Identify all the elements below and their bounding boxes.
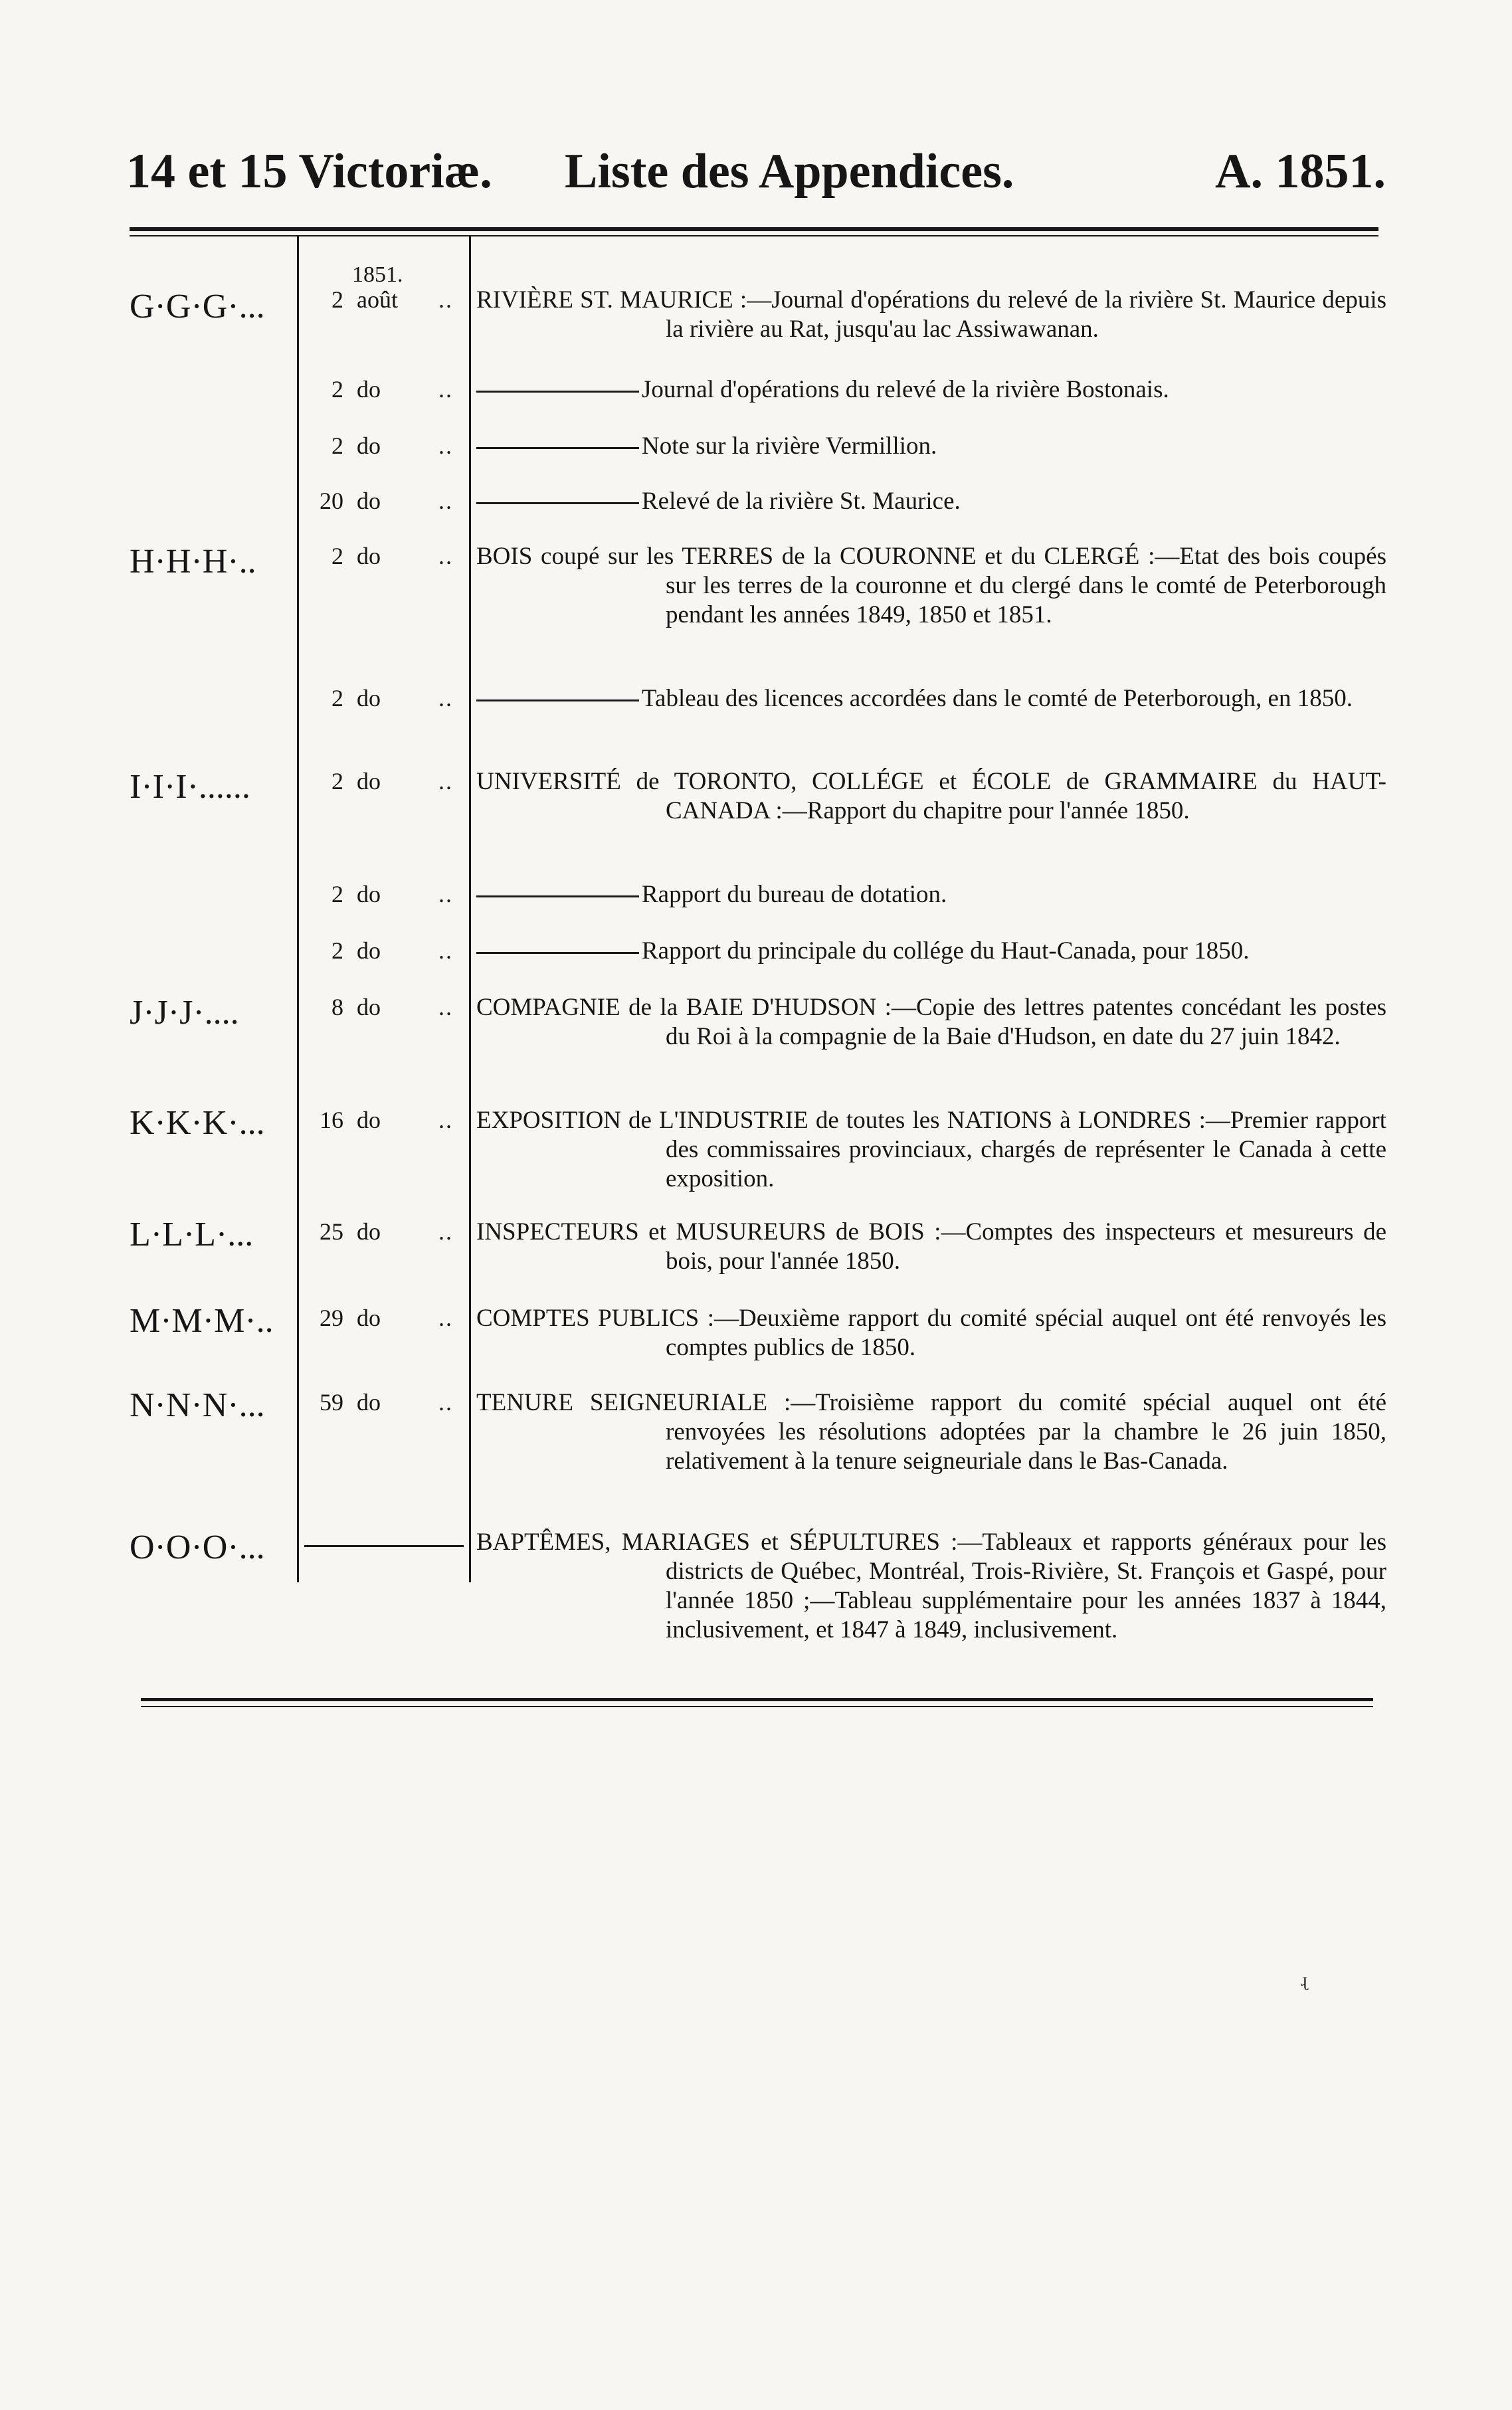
entry-month: do [357, 768, 381, 794]
entry-number: 2 [331, 543, 343, 569]
entry-description: COMPTES PUBLICS :—Deuxième rapport du comité spécial auquel ont été renvoyés les comptes publics de 1850. [476, 1305, 1386, 1361]
ditto-dash [476, 895, 639, 897]
entry-description: TENURE SEIGNEURIALE :—Troisième rapport du comité spécial auquel ont été renvoyées les résolutions adoptées par la chambre le 26 juin 1850, relativement à la tenure seigneuriale dans le Bas-Canada. [476, 1389, 1386, 1475]
entry-description: INSPECTEURS et MUSUREURS de BOIS :—Comptes des inspecteurs et mesureurs de bois, pour l'année 1850. [476, 1218, 1386, 1275]
top-rule-thin [130, 235, 1378, 236]
leader-dots: .. [438, 994, 453, 1020]
entry-month: do [357, 1107, 381, 1133]
ditto-dash [476, 699, 639, 701]
entry-month: do [357, 1218, 381, 1245]
header-year: A. 1851. [1215, 144, 1386, 199]
header-title: Liste des Appendices. [565, 144, 1014, 199]
appendix-letter: M·M·M·.. [130, 1302, 274, 1340]
entry-month: do [357, 543, 381, 569]
entry-description: BAPTÊMES, MARIAGES et SÉPULTURES :—Tableaux et rapports généraux pour les districts de Québec, Montréal, Trois-Rivière, St. François et Gaspé, pour l'année 1850 ;—Tableau supplémentaire pour les années 1837 à 1844, inclusivement, et 1847 à 1849, inclusivement. [476, 1529, 1386, 1643]
entry-number: 20 [320, 488, 343, 514]
bottom-rule-thin [141, 1706, 1373, 1707]
running-header [0, 138, 1512, 205]
leader-dots: .. [438, 1389, 453, 1416]
entry-number: 2 [331, 432, 343, 459]
entry-month: do [357, 376, 381, 403]
column-divider-right [469, 236, 471, 1582]
leader-dots: .. [438, 768, 453, 794]
entry-number: 16 [320, 1107, 343, 1133]
entry-number: 2 [331, 685, 343, 711]
header-session: 14 et 15 Victoriæ. [126, 144, 492, 199]
entry-number: 25 [320, 1218, 343, 1245]
leader-dots: .. [438, 1218, 453, 1245]
entry-number: 2 [331, 768, 343, 794]
entry-number: 29 [320, 1305, 343, 1331]
appendix-letter: K·K·K·... [130, 1104, 265, 1142]
ditto-dash [476, 952, 639, 954]
leader-dots: .. [438, 376, 453, 403]
entry-month: do [357, 881, 381, 907]
leader-dots: .. [438, 432, 453, 459]
entry-description: Rapport du principale du collége du Haut-Canada, pour 1850. [476, 937, 1386, 966]
ditto-dash [476, 391, 639, 393]
entry-description: Note sur la rivière Vermillion. [476, 432, 1386, 461]
entry-month: do [357, 685, 381, 711]
entry-number: 2 [331, 881, 343, 907]
ink-mark: ʵ [1301, 1967, 1308, 2002]
appendix-letter: G·G·G·... [130, 288, 265, 325]
entry-number: 2 [331, 937, 343, 964]
entry-month: do [357, 994, 381, 1020]
appendix-letter: N·N·N·... [130, 1386, 265, 1424]
no-date-dash [304, 1545, 464, 1547]
entry-description: COMPAGNIE de la BAIE D'HUDSON :—Copie des lettres patentes concédant les postes du Roi à la compagnie de la Baie d'Hudson, en date du 27 juin 1842. [476, 994, 1386, 1050]
appendix-letter: O·O·O·... [130, 1529, 265, 1566]
appendix-letter: L·L·L·... [130, 1216, 254, 1253]
appendix-letter: H·H·H·.. [130, 543, 256, 581]
entry-number: 2 [331, 286, 343, 313]
leader-dots: .. [438, 1107, 453, 1133]
entry-description: Tableau des licences accordées dans le comté de Peterborough, en 1850. [476, 684, 1386, 713]
entry-number: 8 [331, 994, 343, 1020]
entry-number: 59 [320, 1389, 343, 1416]
entry-description: Rapport du bureau de dotation. [476, 880, 1386, 909]
appendix-letter: J·J·J·.... [130, 994, 239, 1032]
entry-month: do [357, 937, 381, 964]
leader-dots: .. [438, 286, 453, 313]
entry-description: Relevé de la rivière St. Maurice. [476, 487, 1386, 516]
leader-dots: .. [438, 543, 453, 569]
entry-month: do [357, 1389, 381, 1416]
entry-description: EXPOSITION de L'INDUSTRIE de toutes les NATIONS à LONDRES :—Premier rapport des commissaires provinciaux, chargés de représenter le Canada à cette exposition. [476, 1107, 1386, 1192]
entry-month: do [357, 1305, 381, 1331]
leader-dots: .. [438, 881, 453, 907]
ditto-dash [476, 502, 639, 504]
entry-description: RIVIÈRE ST. MAURICE :—Journal d'opérations du relevé de la rivière St. Maurice depuis la rivière au Rat, jusqu'au lac Assiwawanan. [476, 286, 1386, 343]
entry-month: août [357, 286, 398, 313]
entry-description: BOIS coupé sur les TERRES de la COURONNE et du CLERGÉ :—Etat des bois coupés sur les terres de la couronne et du clergé dans le comté de Peterborough pendant les années 1849, 1850 et 1851. [476, 543, 1386, 628]
column-divider-left [297, 236, 299, 1582]
leader-dots: .. [438, 685, 453, 711]
top-rule-thick [130, 227, 1378, 231]
entry-description: UNIVERSITÉ de TORONTO, COLLÉGE et ÉCOLE de GRAMMAIRE du HAUT-CANADA :—Rapport du chapitre pour l'année 1850. [476, 768, 1386, 824]
bottom-rule-thick [141, 1698, 1373, 1701]
entry-month: do [357, 488, 381, 514]
entry-month: do [357, 432, 381, 459]
appendix-letter: I·I·I·...... [130, 768, 250, 806]
entry-number: 2 [331, 376, 343, 403]
leader-dots: .. [438, 1305, 453, 1331]
year-heading: 1851. [352, 262, 403, 287]
leader-dots: .. [438, 488, 453, 514]
entry-description: Journal d'opérations du relevé de la rivière Bostonais. [476, 375, 1386, 405]
ditto-dash [476, 447, 639, 449]
leader-dots: .. [438, 937, 453, 964]
